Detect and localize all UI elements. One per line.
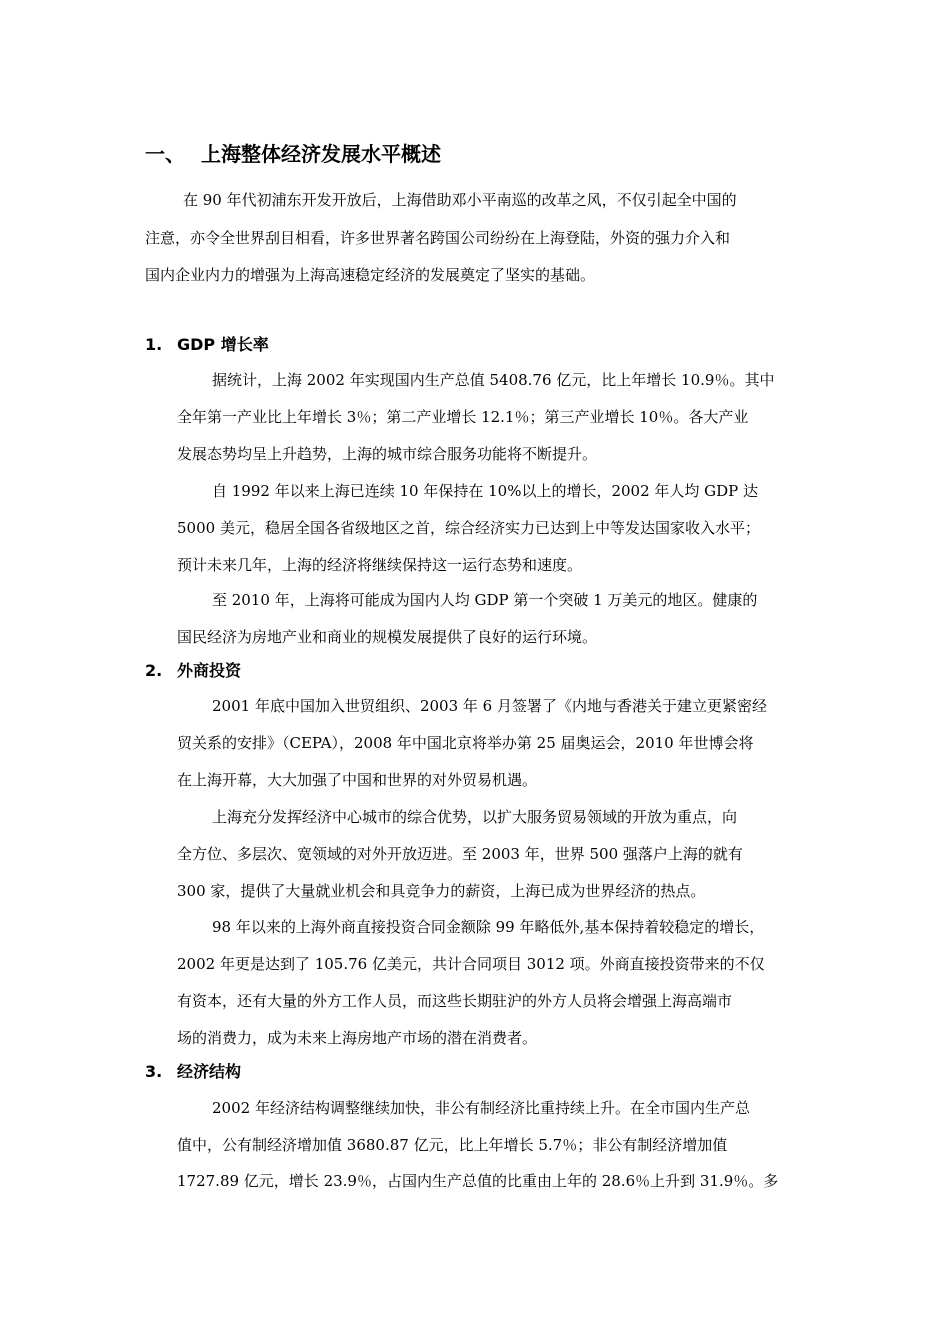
paragraph-line: 在上海开幕，大大加强了中国和世界的对外贸易机遇。 — [177, 771, 538, 789]
subsection-heading-economic-structure — [145, 1060, 241, 1084]
paragraph-line: 发展态势均呈上升趋势，上海的城市综合服务功能将不断提升。 — [177, 445, 598, 463]
paragraph-line: 至 2010 年，上海将可能成为国内人均 GDP 第一个突破 1 万美元的地区。健康的 — [212, 591, 758, 609]
paragraph-line: 注意，亦令全世界刮目相看，许多世界著名跨国公司纷纷在上海登陆，外资的强力介入和 — [145, 229, 731, 247]
paragraph-line: 1727.89 亿元，增长 23.9％，占国内生产总值的比重由上年的 28.6％上升到 31.9％。多 — [177, 1172, 779, 1190]
paragraph-line: 2002 年经济结构调整继续加快，非公有制经济比重持续上升。在全市国内生产总 — [212, 1099, 750, 1117]
paragraph-line: 有资本，还有大量的外方工作人员，而这些长期驻沪的外方人员将会增强上海高端市 — [177, 992, 733, 1010]
subsection-number: 1. — [145, 335, 163, 354]
subsection-heading-gdp — [145, 333, 269, 357]
paragraph-line: 全方位、多层次、宽领域的对外开放迈进。至 2003 年，世界 500 强落户上海的就有 — [177, 845, 743, 863]
subsection-number: 2. — [145, 661, 163, 680]
subsection-heading-foreign-investment — [145, 659, 241, 683]
subsection-title: 经济结构 — [177, 1062, 242, 1081]
paragraph-line: 5000 美元，稳居全国各省级地区之首，综合经济实力已达到上中等发达国家收入水平； — [177, 519, 760, 537]
paragraph-line: 值中，公有制经济增加值 3680.87 亿元，比上年增长 5.7％；非公有制经济增加值 — [177, 1136, 728, 1154]
section-title: 上海整体经济发展水平概述 — [201, 142, 441, 166]
paragraph-line: 2001 年底中国加入世贸组织、2003 年 6 月签署了《内地与香港关于建立更紧密经 — [212, 697, 767, 715]
paragraph-line: 国民经济为房地产业和商业的规模发展提供了良好的运行环境。 — [177, 628, 598, 646]
paragraph-line: 在 90 年代初浦东开发开放后，上海借助邓小平南巡的改革之风，不仅引起全中国的 — [183, 191, 737, 209]
paragraph-line: 98 年以来的上海外商直接投资合同金额除 99 年略低外,基本保持着较稳定的增长， — [212, 918, 765, 936]
paragraph-line: 全年第一产业比上年增长 3％；第二产业增长 12.1％；第三产业增长 10％。各大产业 — [177, 408, 749, 426]
paragraph-line: 2002 年更是达到了 105.76 亿美元，共计合同项目 3012 项。外商直接投资带来的不仅 — [177, 955, 765, 973]
paragraph-line: 国内企业内力的增强为上海高速稳定经济的发展奠定了坚实的基础。 — [145, 266, 596, 284]
subsection-title: GDP 增长率 — [177, 335, 269, 354]
paragraph-line: 300 家，提供了大量就业机会和具竞争力的薪资，上海已成为世界经济的热点。 — [177, 882, 706, 900]
subsection-title: 外商投资 — [177, 661, 242, 680]
paragraph-line: 据统计，上海 2002 年实现国内生产总值 5408.76 亿元，比上年增长 10.9％。其中 — [212, 371, 775, 389]
paragraph-line: 场的消费力，成为未来上海房地产市场的潜在消费者。 — [177, 1029, 538, 1047]
section-number: 一、 — [145, 142, 185, 166]
subsection-number: 3. — [145, 1062, 163, 1081]
section-heading — [145, 140, 441, 168]
paragraph-line: 贸关系的安排》（CEPA），2008 年中国北京将举办第 25 届奥运会，2010 年世博会将 — [177, 734, 754, 752]
paragraph-line: 上海充分发挥经济中心城市的综合优势，以扩大服务贸易领域的开放为重点，向 — [212, 808, 738, 826]
paragraph-line: 预计未来几年，上海的经济将继续保持这一运行态势和速度。 — [177, 556, 583, 574]
paragraph-line: 自 1992 年以来上海已连续 10 年保持在 10%以上的增长，2002 年人均 GDP 达 — [212, 482, 759, 500]
